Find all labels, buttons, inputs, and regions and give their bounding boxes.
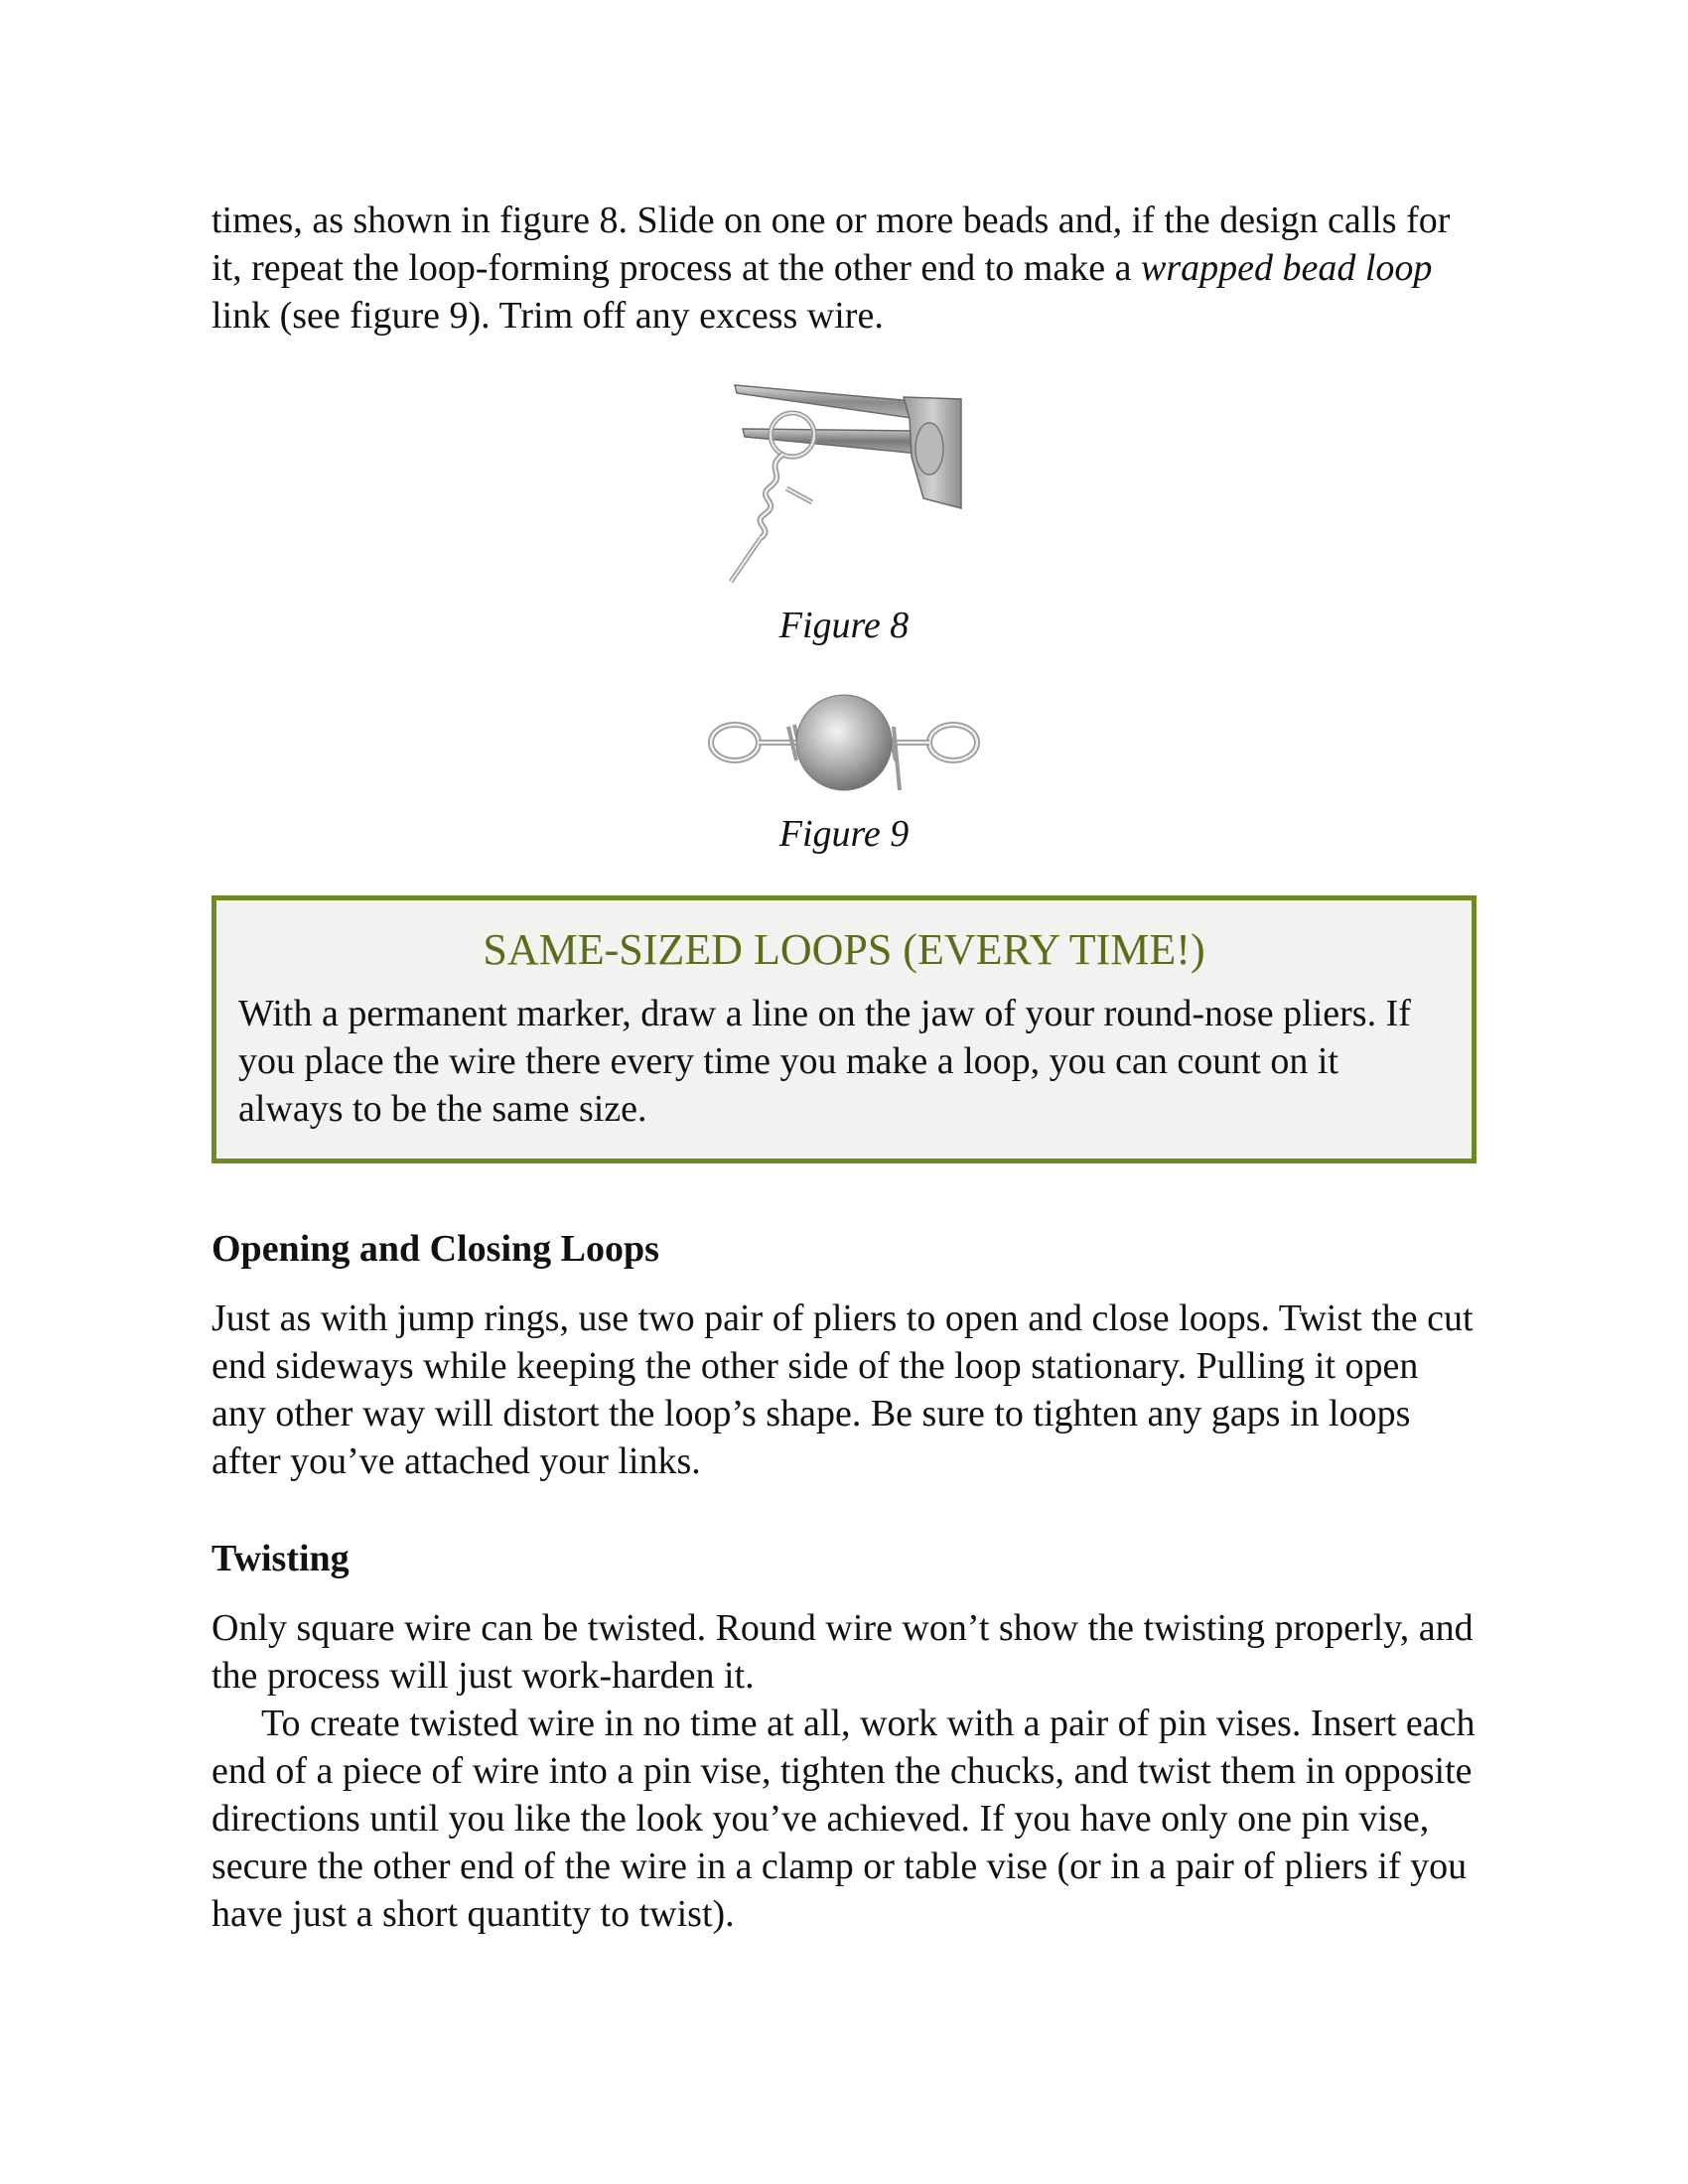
tip-title: SAME-SIZED LOOPS (EVERY TIME!) — [483, 925, 1205, 974]
figure-8-caption: Figure 8 — [778, 605, 910, 646]
figure-9 — [211, 687, 1477, 856]
tip-text: With a permanent marker, draw a line on the jaw of your round-nose pliers. If you place the wire there every time you make a loop, you can count on it always to be the same size. — [238, 993, 1411, 1130]
wrapped-bead-link-illustration — [705, 687, 983, 796]
page-content — [211, 197, 1477, 1938]
pliers-wrap-illustration — [725, 379, 963, 588]
figure-8 — [211, 379, 1477, 647]
section-heading-twisting: Twisting — [211, 1538, 350, 1579]
tip-box — [211, 895, 1477, 1163]
intro-text-end: link (see figure 9). Trim off any excess wire. — [211, 295, 884, 337]
figure-9-caption: Figure 9 — [778, 813, 910, 855]
intro-paragraph — [211, 197, 1477, 340]
intro-italic-term: wrapped bead loop — [1140, 247, 1433, 289]
section-paragraph: Just as with jump rings, use two pair of pliers to open and close loops. Twist the cut end sideways while keeping the other side of the loop stationary. Pulling it open any other way will distort the loop’s shape. Be sure to tighten any gaps in loops after you’ve attached your links. — [211, 1297, 1474, 1482]
intro-text-start: times, as shown in figure 8. Slide on one or more beads and, if the design calls for it, repeat the loop-forming process at the other end to make a — [211, 200, 1451, 289]
section-paragraph: To create twisted wire in no time at all, work with a pair of pin vises. Insert each end of a piece of wire into a pin vise, tighten the chucks, and twist them in opposite directions until you like the look you’ve achieved. If you have only one pin vise, secure the other end of the wire in a clamp or table vise (or in a pair of pliers if you have just a short quantity to twist). — [211, 1703, 1476, 1935]
section-paragraph: Only square wire can be twisted. Round wire won’t show the twisting properly, and the process will just work-harden it. — [211, 1607, 1474, 1697]
section-heading-opening-closing: Opening and Closing Loops — [211, 1228, 659, 1270]
